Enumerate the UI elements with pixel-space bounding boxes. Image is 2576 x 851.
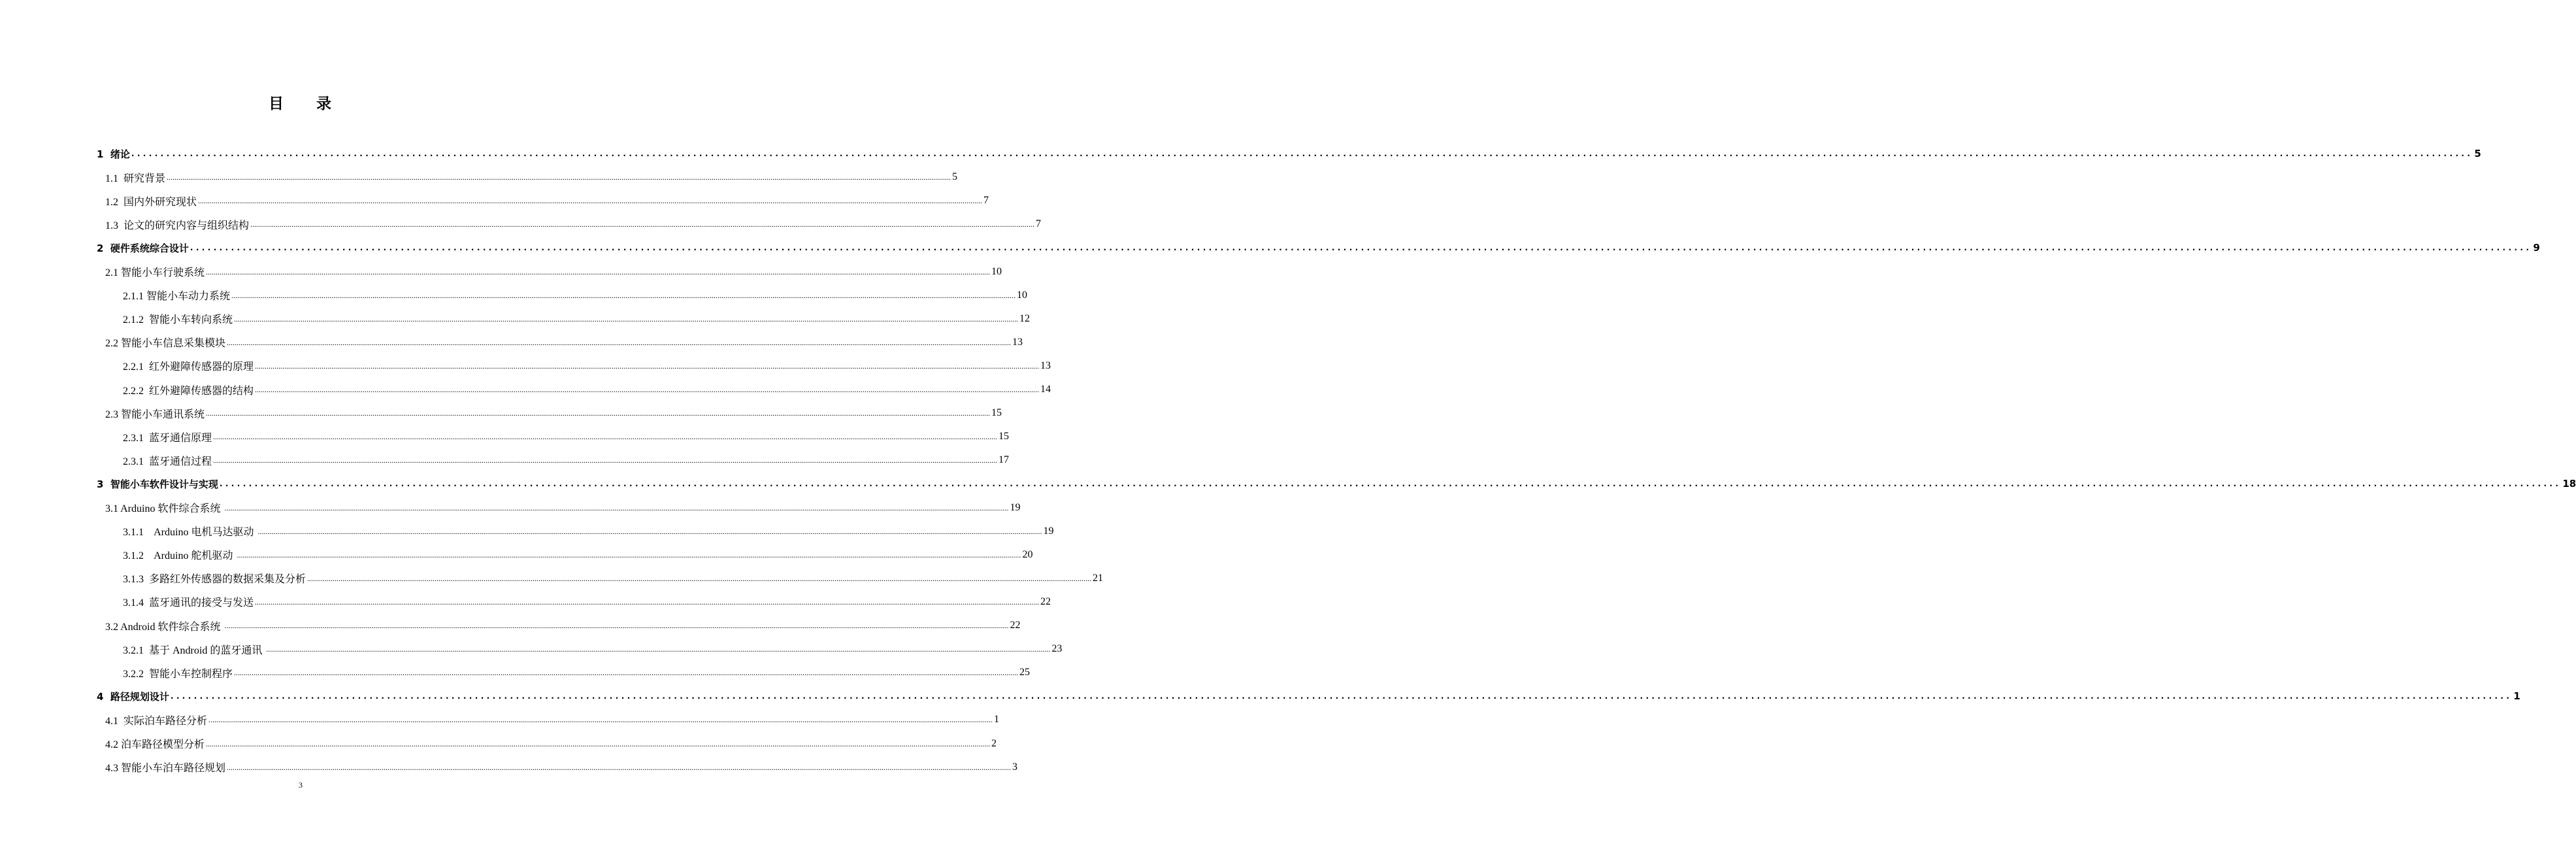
toc-dot-leader: ................................................................................................................................................................................................................................................................................................................................................................................................................ (206, 739, 991, 748)
toc-entry[interactable] (123, 543, 1033, 567)
toc-dot-leader: ................................................................................................................................................................................................................................................................................................................................................................................................................ (250, 220, 1035, 229)
toc-dot-leader: ................................................................................................................................................................................................................................................................................................................................................................................................................ (257, 526, 1042, 536)
toc-entry-label: 3.1 Arduino 软件综合系统 (105, 503, 223, 514)
toc-entry-label: 4 路径规划设计 (97, 690, 169, 703)
toc-entry[interactable] (105, 212, 1042, 236)
toc-entry-page: 20 (1022, 548, 1033, 560)
toc-entry-page: 25 (1019, 667, 1031, 678)
toc-entry-label: 1.3 论文的研究内容与组织结构 (105, 220, 250, 231)
toc-entry[interactable] (105, 708, 1000, 731)
toc-dot-leader: ................................................................................................................................................................................................................................................................................................................................................................................................................ (206, 267, 991, 276)
page-number: 3 (299, 780, 303, 790)
toc-entry[interactable] (123, 590, 1051, 614)
toc-entry[interactable] (105, 331, 1023, 354)
toc-entry-page: 18 (2562, 478, 2576, 490)
toc-entry[interactable] (97, 472, 2576, 495)
toc-dot-leader: ................................................................................................................................................................................................................................................................................................................................................................................................................ (255, 385, 1040, 394)
toc-entry-label: 3 智能小车软件设计与实现 (97, 478, 218, 490)
toc-entry-page: 15 (991, 407, 1002, 419)
toc-entry[interactable] (105, 756, 1018, 779)
toc-entry-page: 17 (999, 454, 1010, 466)
toc-entry-label: 2.2 智能小车信息采集模块 (105, 338, 226, 350)
toc-entry[interactable] (105, 496, 1021, 520)
toc-entry[interactable] (105, 732, 997, 756)
toc-entry-label: 4.1 实际泊车路径分析 (105, 715, 208, 727)
toc-dot-leader: ................................................................................................................................................................................................................................................................................................................................................................................................................ (167, 173, 951, 182)
toc-entry-page: 22 (1040, 595, 1051, 607)
toc-entry-label: 3.2.2 智能小车控制程序 (123, 668, 233, 680)
toc-entry-label: 1.2 国内外研究现状 (105, 196, 197, 208)
toc-entry[interactable] (123, 637, 1063, 661)
toc-dot-leader: ................................................................................................................................................................................................................................................................................................................................................................................................................ (219, 479, 2562, 489)
toc-entry[interactable] (105, 165, 958, 189)
toc-entry-page: 7 (983, 195, 989, 207)
toc-dot-leader: ................................................................................................................................................................................................................................................................................................................................................................................................................ (234, 668, 1019, 678)
toc-entry[interactable] (105, 614, 1021, 637)
toc-entry-page: 10 (1017, 289, 1028, 301)
toc-dot-leader: ................................................................................................................................................................................................................................................................................................................................................................................................................ (208, 715, 993, 725)
toc-dot-leader: ................................................................................................................................................................................................................................................................................................................................................................................................................ (206, 409, 991, 418)
toc-entry[interactable] (123, 425, 1010, 448)
toc-entry-page: 3 (1012, 761, 1018, 773)
toc-dot-leader: ................................................................................................................................................................................................................................................................................................................................................................................................................ (213, 432, 998, 442)
toc-entry[interactable] (97, 236, 2540, 259)
toc-entry-page: 14 (1040, 384, 1051, 395)
toc-entry[interactable] (123, 307, 1031, 331)
toc-dot-leader: ................................................................................................................................................................................................................................................................................................................................................................................................................ (190, 243, 2532, 253)
toc-entry-page: 23 (1051, 643, 1063, 655)
toc-entry-page: 5 (952, 171, 958, 183)
toc-entry-page: 13 (1040, 359, 1051, 371)
toc-dot-leader: ................................................................................................................................................................................................................................................................................................................................................................................................................ (224, 503, 1009, 512)
toc-title-left: 目 (269, 95, 285, 112)
toc-entry-page: 5 (2474, 148, 2481, 159)
toc-entry[interactable] (97, 142, 2481, 165)
toc-entry-page: 13 (1012, 336, 1023, 348)
toc-entry-label: 4.3 智能小车泊车路径规划 (105, 763, 226, 775)
toc-entry[interactable] (123, 284, 1028, 307)
toc-entry-page: 9 (2533, 242, 2540, 254)
toc-entry-label: 4.2 泊车路径模型分析 (105, 739, 205, 750)
toc-entry-page: 1 (994, 714, 1000, 726)
toc-entry[interactable] (123, 378, 1051, 401)
toc-title (0, 92, 601, 113)
toc-entry-label: 2 硬件系统综合设计 (97, 242, 189, 254)
toc-entry-label: 2.1.2 智能小车转向系统 (123, 314, 233, 326)
toc-dot-leader: ................................................................................................................................................................................................................................................................................................................................................................................................................ (231, 290, 1016, 300)
toc-dot-leader: ................................................................................................................................................................................................................................................................................................................................................................................................................ (255, 597, 1040, 607)
toc-entry[interactable] (123, 520, 1054, 543)
toc-dot-leader: ................................................................................................................................................................................................................................................................................................................................................................................................................ (227, 337, 1012, 347)
toc-entry-page: 15 (999, 431, 1010, 442)
toc-dot-leader: ................................................................................................................................................................................................................................................................................................................................................................................................................ (213, 456, 998, 465)
toc-dot-leader: ................................................................................................................................................................................................................................................................................................................................................................................................................ (227, 762, 1012, 772)
toc-entry-label: 2.2.2 红外避障传感器的结构 (123, 385, 254, 397)
toc-entry[interactable] (123, 448, 1010, 472)
toc-dot-leader: ................................................................................................................................................................................................................................................................................................................................................................................................................ (237, 550, 1021, 559)
toc-entry[interactable] (123, 661, 1031, 684)
toc-entry-page: 19 (1010, 501, 1021, 513)
toc-entry-page: 12 (1019, 312, 1031, 324)
toc-dot-leader: ................................................................................................................................................................................................................................................................................................................................................................................................................ (131, 149, 2473, 158)
toc-entry-label: 3.1.3 多路红外传感器的数据采集及分析 (123, 574, 306, 586)
toc-dot-leader: ................................................................................................................................................................................................................................................................................................................................................................................................................ (255, 361, 1040, 371)
toc-entry-label: 3.1.2 Arduino 舵机驱动 (123, 550, 236, 562)
toc-dot-leader: ................................................................................................................................................................................................................................................................................................................................................................................................................ (198, 196, 983, 206)
toc-entry-label: 2.1 智能小车行驶系统 (105, 267, 205, 278)
toc-entry[interactable] (105, 401, 1002, 425)
toc-entry-label: 3.1.4 蓝牙通讯的接受与发送 (123, 597, 254, 609)
toc-dot-leader: ................................................................................................................................................................................................................................................................................................................................................................................................................ (307, 573, 1092, 583)
toc-entry-label: 1 绪论 (97, 148, 130, 160)
toc-entry-label: 2.3 智能小车通讯系统 (105, 409, 205, 420)
toc-entry[interactable] (123, 354, 1051, 378)
toc-entry-label: 3.2.1 基于 Android 的蓝牙通讯 (123, 644, 265, 656)
toc-entry[interactable] (105, 189, 989, 212)
toc-dot-leader: ................................................................................................................................................................................................................................................................................................................................................................................................................ (170, 692, 2513, 701)
toc-entry-page: 22 (1010, 620, 1021, 631)
toc-entry-page: 7 (1036, 218, 1042, 230)
toc-entry-label: 2.2.1 红外避障传感器的原理 (123, 361, 254, 373)
toc-entry-page: 1 (2513, 690, 2520, 703)
toc-dot-leader: ................................................................................................................................................................................................................................................................................................................................................................................................................ (234, 314, 1019, 324)
toc-entry-page: 2 (991, 737, 997, 749)
toc-entry-label: 3.1.1 Arduino 电机马达驱动 (123, 527, 257, 539)
toc-entry-page: 10 (991, 265, 1002, 277)
toc-entry[interactable] (97, 684, 2520, 708)
toc-entry-label: 2.3.1 蓝牙通信原理 (123, 432, 212, 444)
toc-entry-label: 2.1.1 智能小车动力系统 (123, 291, 231, 303)
toc-entry-page: 19 (1043, 525, 1054, 537)
toc-entry-label: 2.3.1 蓝牙通信过程 (123, 456, 212, 467)
toc-dot-leader: ................................................................................................................................................................................................................................................................................................................................................................................................................ (224, 621, 1009, 630)
toc-entry[interactable] (123, 567, 1104, 590)
toc-entry[interactable] (105, 260, 1002, 284)
toc-dot-leader: ................................................................................................................................................................................................................................................................................................................................................................................................................ (266, 644, 1051, 654)
toc-title-right: 录 (316, 95, 333, 112)
toc-entry-label: 1.1 研究背景 (105, 173, 166, 184)
toc-entry-label: 3.2 Android 软件综合系统 (105, 621, 223, 633)
toc-entry-page: 21 (1093, 572, 1104, 584)
